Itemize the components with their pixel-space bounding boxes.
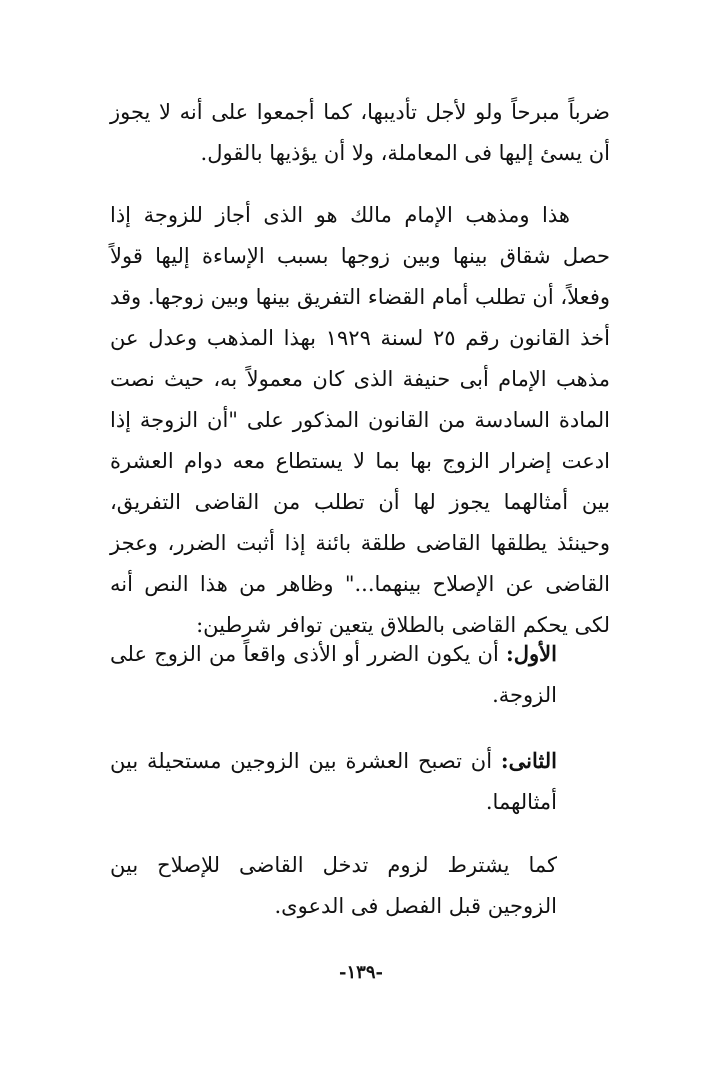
condition-first-label: الأول: [506,641,557,666]
condition-first [110,633,557,716]
condition-second-text: أن تصبح العشرة بين الزوجين مستحيلة بين أمثالهما. [110,749,557,814]
condition-first-text: أن يكون الضرر أو الأذى واقعاً من الزوج على الزوجة. [110,642,557,707]
paragraph-intro: ضرباً مبرحاً ولو لأجل تأديبها، كما أجمعوا على أنه لا يجوز أن يسئ إليها فى المعاملة، ولا أن يؤذيها بالقول. [110,100,610,165]
paragraph-reconciliation: كما يشترط لزوم تدخل القاضى للإصلاح بين الزوجين قبل الفصل فى الدعوى. [110,853,557,918]
paragraph-maliki-doctrine: هذا ومذهب الإمام مالك هو الذى أجاز للزوجة إذا حصل شقاق بينها وبين زوجها بسبب الإساءة إليها قولاً وفعلاً، أن تطلب أمام القضاء التفريق بينها وبين زوجها. وقد أخذ القانون رقم ٢٥ لسنة ١٩٢٩ بهذا المذهب وعدل عن مذهب الإمام أبى حنيفة الذى كان معمولاً به، حيث نصت المادة السادسة من القانون المذكور على "أن الزوجة إذا ادعت إضرار الزوج بها بما لا يستطاع معه دوام العشرة بين أمثالهما يجوز لها أن تطلب من القاضى التفريق، وحينئذ يطلقها القاضى طلقة بائنة إذا أثبت الضرر، وعجز القاضى عن الإصلاح بينهما..." وظاهر من هذا النص أنه لكى يحكم القاضى بالطلاق يتعين توافر شرطين: [110,203,610,637]
condition-second-label: الثانى: [500,748,557,773]
page-number: -١٣٩- [339,962,383,983]
condition-second [110,740,557,823]
